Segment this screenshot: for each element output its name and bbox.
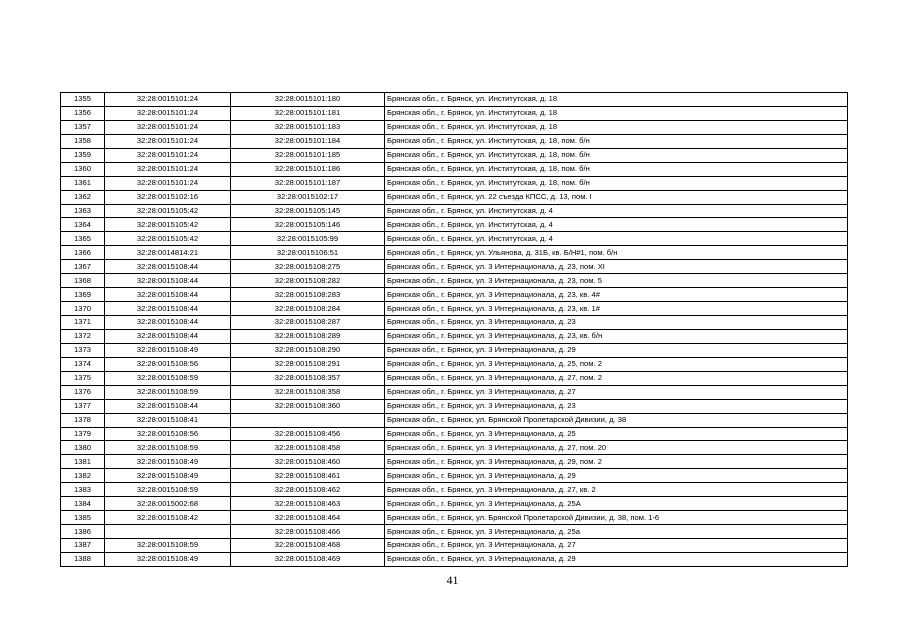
object-cadastral-number-cell: 32:28:0015101:181 xyxy=(231,106,385,120)
table-row xyxy=(61,302,848,316)
table-row xyxy=(61,218,848,232)
address-cell: Брянская обл., г. Брянск, ул. 3 Интернационала, д. 25, пом. 2 xyxy=(385,357,848,371)
table-row xyxy=(61,343,848,357)
object-cadastral-number-cell: 32:28:0015105:145 xyxy=(231,204,385,218)
parcel-cadastral-number-cell: 32:28:0015108:49 xyxy=(105,343,231,357)
address-cell: Брянская обл., г. Брянск, ул. 3 Интернационала, д. 29, пом. 2 xyxy=(385,455,848,469)
object-cadastral-number-cell: 32:28:0015108:290 xyxy=(231,343,385,357)
row-number-cell: 1388 xyxy=(61,552,105,566)
table-row xyxy=(61,204,848,218)
object-cadastral-number-cell xyxy=(231,413,385,427)
address-cell: Брянская обл., г. Брянск, ул. 3 Интернационала, д. 23 xyxy=(385,316,848,330)
object-cadastral-number-cell: 32:28:0015101:187 xyxy=(231,176,385,190)
parcel-cadastral-number-cell: 32:28:0015105:42 xyxy=(105,232,231,246)
object-cadastral-number-cell: 32:28:0015108:284 xyxy=(231,302,385,316)
table-row xyxy=(61,274,848,288)
table-row xyxy=(61,483,848,497)
parcel-cadastral-number-cell: 32:28:0015108:44 xyxy=(105,260,231,274)
address-cell: Брянская обл., г. Брянск, ул. Институтская, д. 4 xyxy=(385,232,848,246)
parcel-cadastral-number-cell: 32:28:0015108:49 xyxy=(105,469,231,483)
address-cell: Брянская обл., г. Брянск, ул. Институтская, д. 4 xyxy=(385,218,848,232)
table-row xyxy=(61,511,848,525)
object-cadastral-number-cell: 32:28:0015108:464 xyxy=(231,511,385,525)
address-cell: Брянская обл., г. Брянск, ул. 3 Интернационала, д. 27, пом. 2 xyxy=(385,371,848,385)
address-cell: Брянская обл., г. Брянск, ул. 3 Интернационала, д. 25А xyxy=(385,497,848,511)
row-number-cell: 1371 xyxy=(61,316,105,330)
table-row xyxy=(61,427,848,441)
parcel-cadastral-number-cell: 32:28:0015101:24 xyxy=(105,148,231,162)
parcel-cadastral-number-cell: 32:28:0015108:44 xyxy=(105,274,231,288)
table-row xyxy=(61,134,848,148)
object-cadastral-number-cell: 32:28:0015108:283 xyxy=(231,288,385,302)
parcel-cadastral-number-cell: 32:28:0015108:49 xyxy=(105,455,231,469)
table-row xyxy=(61,106,848,120)
object-cadastral-number-cell: 32:28:0015105:146 xyxy=(231,218,385,232)
row-number-cell: 1375 xyxy=(61,371,105,385)
row-number-cell: 1365 xyxy=(61,232,105,246)
parcel-cadastral-number-cell: 32:28:0015108:44 xyxy=(105,302,231,316)
address-cell: Брянская обл., г. Брянск, ул. Институтская, д. 18, пом. б/н xyxy=(385,176,848,190)
parcel-cadastral-number-cell: 32:28:0015101:24 xyxy=(105,176,231,190)
address-cell: Брянская обл., г. Брянск, ул. 3 Интернационала, д. 23, кв. 4# xyxy=(385,288,848,302)
row-number-cell: 1355 xyxy=(61,93,105,107)
address-cell: Брянская обл., г. Брянск, ул. 3 Интернационала, д. 29 xyxy=(385,552,848,566)
parcel-cadastral-number-cell: 32:28:0014814:21 xyxy=(105,246,231,260)
object-cadastral-number-cell: 32:28:0015108:287 xyxy=(231,316,385,330)
table-row xyxy=(61,162,848,176)
address-cell: Брянская обл., г. Брянск, ул. 3 Интернационала, д. 25 xyxy=(385,427,848,441)
parcel-cadastral-number-cell: 32:28:0015108:42 xyxy=(105,511,231,525)
address-cell: Брянская обл., г. Брянск, ул. 3 Интернационала, д. 29 xyxy=(385,343,848,357)
address-cell: Брянская обл., г. Брянск, ул. Институтская, д. 18, пом. б/н xyxy=(385,134,848,148)
row-number-cell: 1369 xyxy=(61,288,105,302)
object-cadastral-number-cell: 32:28:0015102:17 xyxy=(231,190,385,204)
address-cell: Брянская обл., г. Брянск, ул. 3 Интернационала, д. 23, пом. XI xyxy=(385,260,848,274)
table-row xyxy=(61,246,848,260)
parcel-cadastral-number-cell: 32:28:0015105:42 xyxy=(105,204,231,218)
row-number-cell: 1382 xyxy=(61,469,105,483)
address-cell: Брянская обл., г. Брянск, ул. Институтская, д. 18, пом. б/н xyxy=(385,148,848,162)
address-cell: Брянская обл., г. Брянск, ул. Институтская, д. 18, пом. б/н xyxy=(385,162,848,176)
object-cadastral-number-cell: 32:28:0015108:357 xyxy=(231,371,385,385)
parcel-cadastral-number-cell: 32:28:0015002:68 xyxy=(105,497,231,511)
table-row xyxy=(61,288,848,302)
object-cadastral-number-cell: 32:28:0015108:360 xyxy=(231,399,385,413)
row-number-cell: 1366 xyxy=(61,246,105,260)
parcel-cadastral-number-cell: 32:28:0015108:59 xyxy=(105,539,231,553)
table-row xyxy=(61,232,848,246)
address-cell: Брянская обл., г. Брянск, ул. 3 Интернационала, д. 27 xyxy=(385,539,848,553)
row-number-cell: 1387 xyxy=(61,539,105,553)
address-cell: Брянская обл., г. Брянск, ул. 3 Интернационала, д. 23 xyxy=(385,399,848,413)
table-row xyxy=(61,552,848,566)
row-number-cell: 1363 xyxy=(61,204,105,218)
row-number-cell: 1372 xyxy=(61,329,105,343)
row-number-cell: 1377 xyxy=(61,399,105,413)
object-cadastral-number-cell: 32:28:0015108:458 xyxy=(231,441,385,455)
address-cell: Брянская обл., г. Брянск, ул. 3 Интернационала, д. 25а xyxy=(385,525,848,539)
parcel-cadastral-number-cell: 32:28:0015102:16 xyxy=(105,190,231,204)
row-number-cell: 1364 xyxy=(61,218,105,232)
address-cell: Брянская обл., г. Брянск, ул. Институтская, д. 18 xyxy=(385,93,848,107)
table-row xyxy=(61,93,848,107)
table-row xyxy=(61,497,848,511)
object-cadastral-number-cell: 32:28:0015108:461 xyxy=(231,469,385,483)
address-cell: Брянская обл., г. Брянск, ул. Брянской Пролетарской Дивизии, д. 38, пом. 1-6 xyxy=(385,511,848,525)
object-cadastral-number-cell: 32:28:0015108:358 xyxy=(231,385,385,399)
parcel-cadastral-number-cell: 32:28:0015108:49 xyxy=(105,552,231,566)
table-row xyxy=(61,469,848,483)
row-number-cell: 1362 xyxy=(61,190,105,204)
table-row xyxy=(61,260,848,274)
object-cadastral-number-cell: 32:28:0015101:185 xyxy=(231,148,385,162)
parcel-cadastral-number-cell: 32:28:0015101:24 xyxy=(105,93,231,107)
row-number-cell: 1360 xyxy=(61,162,105,176)
row-number-cell: 1385 xyxy=(61,511,105,525)
table-row xyxy=(61,371,848,385)
row-number-cell: 1381 xyxy=(61,455,105,469)
table-row xyxy=(61,176,848,190)
table-row xyxy=(61,525,848,539)
object-cadastral-number-cell: 32:28:0015108:469 xyxy=(231,552,385,566)
row-number-cell: 1380 xyxy=(61,441,105,455)
address-cell: Брянская обл., г. Брянск, ул. Институтская, д. 18 xyxy=(385,120,848,134)
parcel-cadastral-number-cell: 32:28:0015108:44 xyxy=(105,399,231,413)
parcel-cadastral-number-cell xyxy=(105,525,231,539)
address-cell: Брянская обл., г. Брянск, ул. Брянской Пролетарской Дивизии, д. 38 xyxy=(385,413,848,427)
address-cell: Брянская обл., г. Брянск, ул. 22 съезда КПСС, д. 13, пом. I xyxy=(385,190,848,204)
object-cadastral-number-cell: 32:28:0015101:184 xyxy=(231,134,385,148)
object-cadastral-number-cell: 32:28:0015108:468 xyxy=(231,539,385,553)
row-number-cell: 1359 xyxy=(61,148,105,162)
parcel-cadastral-number-cell: 32:28:0015108:56 xyxy=(105,427,231,441)
object-cadastral-number-cell: 32:28:0015105:99 xyxy=(231,232,385,246)
object-cadastral-number-cell: 32:28:0015106:51 xyxy=(231,246,385,260)
parcel-cadastral-number-cell: 32:28:0015108:56 xyxy=(105,357,231,371)
row-number-cell: 1379 xyxy=(61,427,105,441)
address-cell: Брянская обл., г. Брянск, ул. 3 Интернационала, д. 27 xyxy=(385,385,848,399)
row-number-cell: 1378 xyxy=(61,413,105,427)
table-row xyxy=(61,455,848,469)
object-cadastral-number-cell: 32:28:0015108:275 xyxy=(231,260,385,274)
row-number-cell: 1383 xyxy=(61,483,105,497)
row-number-cell: 1358 xyxy=(61,134,105,148)
object-cadastral-number-cell: 32:28:0015101:180 xyxy=(231,93,385,107)
parcel-cadastral-number-cell: 32:28:0015105:42 xyxy=(105,218,231,232)
parcel-cadastral-number-cell: 32:28:0015101:24 xyxy=(105,120,231,134)
object-cadastral-number-cell: 32:28:0015108:460 xyxy=(231,455,385,469)
object-cadastral-number-cell: 32:28:0015108:466 xyxy=(231,525,385,539)
address-cell: Брянская обл., г. Брянск, ул. Институтская, д. 4 xyxy=(385,204,848,218)
row-number-cell: 1376 xyxy=(61,385,105,399)
parcel-cadastral-number-cell: 32:28:0015101:24 xyxy=(105,106,231,120)
row-number-cell: 1357 xyxy=(61,120,105,134)
parcel-cadastral-number-cell: 32:28:0015108:59 xyxy=(105,371,231,385)
parcel-cadastral-number-cell: 32:28:0015108:44 xyxy=(105,329,231,343)
page-number: 41 xyxy=(446,573,459,587)
table-row xyxy=(61,385,848,399)
table-row xyxy=(61,539,848,553)
address-cell: Брянская обл., г. Брянск, ул. 3 Интернационала, д. 23, кв. 1# xyxy=(385,302,848,316)
address-cell: Брянская обл., г. Брянск, ул. 3 Интернационала, д. 23, пом. 5 xyxy=(385,274,848,288)
table-row xyxy=(61,441,848,455)
table-row xyxy=(61,120,848,134)
table-row xyxy=(61,399,848,413)
row-number-cell: 1370 xyxy=(61,302,105,316)
table-row xyxy=(61,316,848,330)
parcel-cadastral-number-cell: 32:28:0015108:59 xyxy=(105,483,231,497)
row-number-cell: 1374 xyxy=(61,357,105,371)
object-cadastral-number-cell: 32:28:0015101:186 xyxy=(231,162,385,176)
address-cell: Брянская обл., г. Брянск, ул. 3 Интернационала, д. 29 xyxy=(385,469,848,483)
row-number-cell: 1367 xyxy=(61,260,105,274)
row-number-cell: 1361 xyxy=(61,176,105,190)
parcel-cadastral-number-cell: 32:28:0015108:44 xyxy=(105,288,231,302)
row-number-cell: 1373 xyxy=(61,343,105,357)
registry-table xyxy=(60,92,848,567)
object-cadastral-number-cell: 32:28:0015108:282 xyxy=(231,274,385,288)
table-row xyxy=(61,329,848,343)
parcel-cadastral-number-cell: 32:28:0015108:44 xyxy=(105,316,231,330)
object-cadastral-number-cell: 32:28:0015108:289 xyxy=(231,329,385,343)
row-number-cell: 1368 xyxy=(61,274,105,288)
row-number-cell: 1384 xyxy=(61,497,105,511)
object-cadastral-number-cell: 32:28:0015108:291 xyxy=(231,357,385,371)
row-number-cell: 1386 xyxy=(61,525,105,539)
address-cell: Брянская обл., г. Брянск, ул. 3 Интернационала, д. 27, пом. 20 xyxy=(385,441,848,455)
object-cadastral-number-cell: 32:28:0015101:183 xyxy=(231,120,385,134)
registry-table-body xyxy=(61,93,848,567)
parcel-cadastral-number-cell: 32:28:0015101:24 xyxy=(105,162,231,176)
object-cadastral-number-cell: 32:28:0015108:456 xyxy=(231,427,385,441)
object-cadastral-number-cell: 32:28:0015108:463 xyxy=(231,497,385,511)
address-cell: Брянская обл., г. Брянск, ул. 3 Интернационала, д. 27, кв. 2 xyxy=(385,483,848,497)
table-row xyxy=(61,190,848,204)
table-row xyxy=(61,357,848,371)
parcel-cadastral-number-cell: 32:28:0015101:24 xyxy=(105,134,231,148)
address-cell: Брянская обл., г. Брянск, ул. Институтская, д. 18 xyxy=(385,106,848,120)
address-cell: Брянская обл., г. Брянск, ул. Ульянова, д. 31Б, кв. Б/Н#1, пом. б/н xyxy=(385,246,848,260)
table-row xyxy=(61,148,848,162)
table-row xyxy=(61,413,848,427)
address-cell: Брянская обл., г. Брянск, ул. 3 Интернационала, д. 23, кв. б/н xyxy=(385,329,848,343)
parcel-cadastral-number-cell: 32:28:0015108:41 xyxy=(105,413,231,427)
object-cadastral-number-cell: 32:28:0015108:462 xyxy=(231,483,385,497)
parcel-cadastral-number-cell: 32:28:0015108:59 xyxy=(105,441,231,455)
parcel-cadastral-number-cell: 32:28:0015108:59 xyxy=(105,385,231,399)
row-number-cell: 1356 xyxy=(61,106,105,120)
